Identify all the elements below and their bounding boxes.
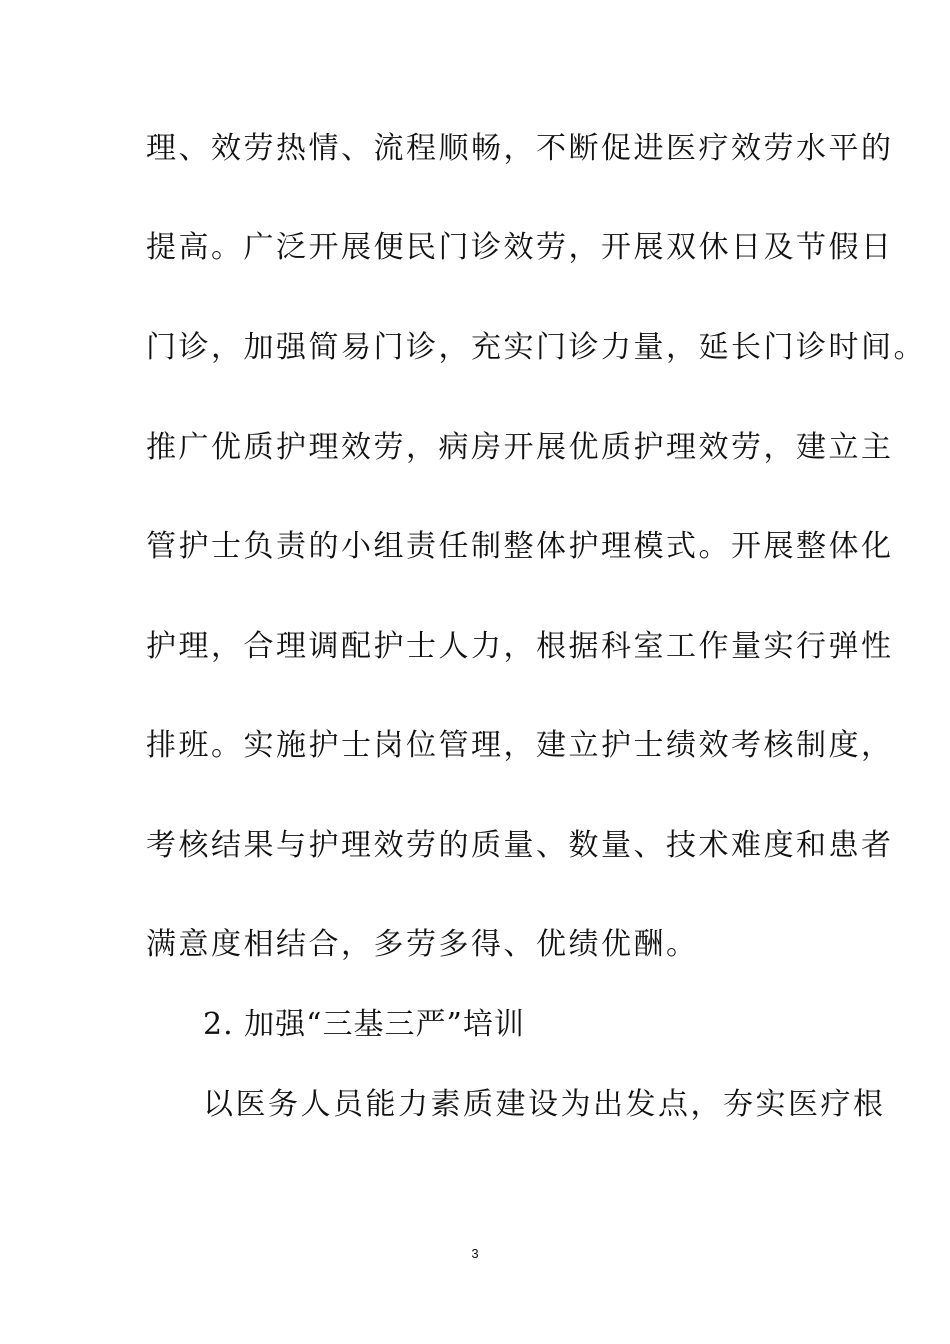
body-text-line: 排班。实施护士岗位管理，建立护士绩效考核制度，	[146, 728, 894, 763]
body-text-line: 满意度相结合，多劳多得、优绩优酬。	[146, 927, 699, 962]
body-text-line: 理、效劳热情、流程顺畅，不断促进医疗效劳水平的	[146, 131, 894, 166]
page-number: 3	[471, 1246, 479, 1261]
section-heading: 2. 加强“三基三严”培训	[203, 1007, 525, 1042]
body-text-line: 门诊，加强简易门诊，充实门诊力量，延长门诊时间。	[146, 330, 926, 365]
body-text-line: 管护士负责的小组责任制整体护理模式。开展整体化	[146, 529, 894, 564]
body-text-line: 推广优质护理效劳，病房开展优质护理效劳，建立主	[146, 430, 894, 465]
paragraph-first-line: 以医务人员能力素质建设为出发点，夯实医疗根	[203, 1087, 886, 1122]
body-text-line: 提高。广泛开展便民门诊效劳，开展双休日及节假日	[146, 230, 894, 265]
body-text-line: 护理，合理调配护士人力，根据科室工作量实行弹性	[146, 629, 894, 664]
body-text-line: 考核结果与护理效劳的质量、数量、技术难度和患者	[146, 828, 894, 863]
